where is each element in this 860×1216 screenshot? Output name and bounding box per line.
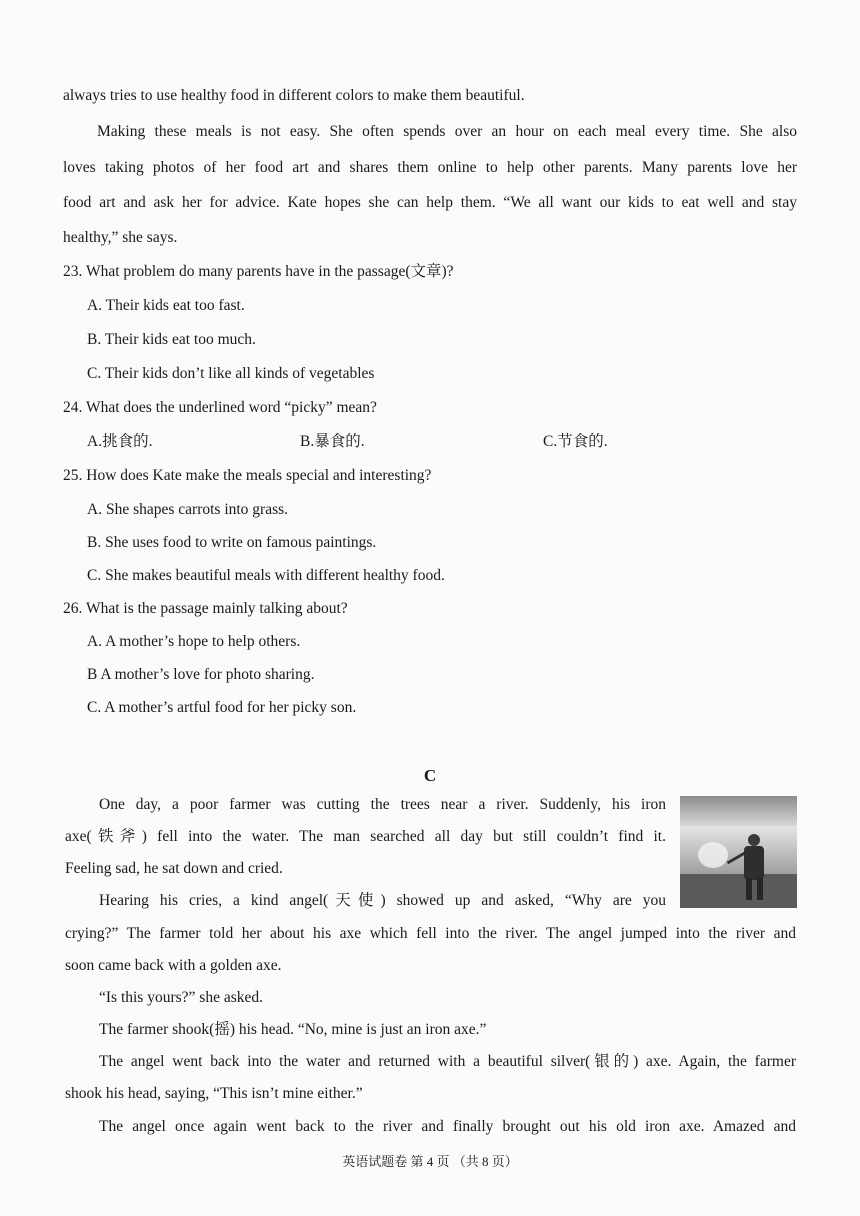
question-23-option-c: C. Their kids don’t like all kinds of vegetables [87,365,375,382]
passage-c-line: The angel once again went back to the river and finally brought out his old iron axe. Amazed and [99,1118,796,1135]
question-24-option-b: B.暴食的. [300,433,365,450]
passage-b-intro-line: always tries to use healthy food in different colors to make them beautiful. [63,87,525,104]
passage-b-line: Making these meals is not easy. She often spends over an hour on each meal every time. She also [97,123,797,140]
question-24-option-a: A.挑食的. [87,433,153,450]
passage-b-line: healthy,” she says. [63,229,178,246]
passage-c-line: shook his head, saying, “This isn’t mine either.” [65,1085,363,1102]
passage-c-line: crying?” The farmer told her about his axe which fell into the river. The angel jumped into the river and [65,925,796,942]
passage-c-line: One day, a poor farmer was cutting the trees near a river. Suddenly, his iron [99,796,666,813]
question-23-stem: 23. What problem do many parents have in the passage(文章)? [63,263,454,280]
question-23-option-b: B. Their kids eat too much. [87,331,256,348]
question-25-stem: 25. How does Kate make the meals special and interesting? [63,467,432,484]
passage-c-title: C [423,766,437,785]
passage-c-line: The angel went back into the water and returned with a beautiful silver(银的) axe. Again, the farmer [99,1053,796,1070]
passage-c-line: axe(铁斧) fell into the water. The man searched all day but still couldn’t find it. [65,828,666,845]
passage-c-line: The farmer shook(摇) his head. “No, mine is just an iron axe.” [99,1021,487,1038]
passage-b-line: loves taking photos of her food art and shares them online to help other parents. Many parents love her [63,159,797,176]
question-26-stem: 26. What is the passage mainly talking about? [63,600,348,617]
passage-c-line: “Is this yours?” she asked. [99,989,263,1006]
question-23-option-a: A. Their kids eat too fast. [87,297,245,314]
page-footer: 英语试题卷 第 4 页 （共 8 页） [342,1154,518,1169]
question-25-option-c: C. She makes beautiful meals with different healthy food. [87,567,445,584]
question-25-option-b: B. She uses food to write on famous paintings. [87,534,377,551]
question-24-stem: 24. What does the underlined word “picky” mean? [63,399,377,416]
question-26-option-a: A. A mother’s hope to help others. [87,633,301,650]
question-26-option-c: C. A mother’s artful food for her picky son. [87,699,357,716]
passage-c-line: soon came back with a golden axe. [65,957,282,974]
passage-b-line: food art and ask her for advice. Kate hopes she can help them. “We all want our kids to eat well and stay [63,194,797,211]
question-24-option-c: C.节食的. [543,433,608,450]
passage-c-line: Hearing his cries, a kind angel(天使) showed up and asked, “Why are you [99,892,666,909]
question-25-option-a: A. She shapes carrots into grass. [87,501,289,518]
question-26-option-b: B A mother’s love for photo sharing. [87,666,315,683]
farmer-photo [680,796,797,908]
passage-c-line: Feeling sad, he sat down and cried. [65,860,283,877]
